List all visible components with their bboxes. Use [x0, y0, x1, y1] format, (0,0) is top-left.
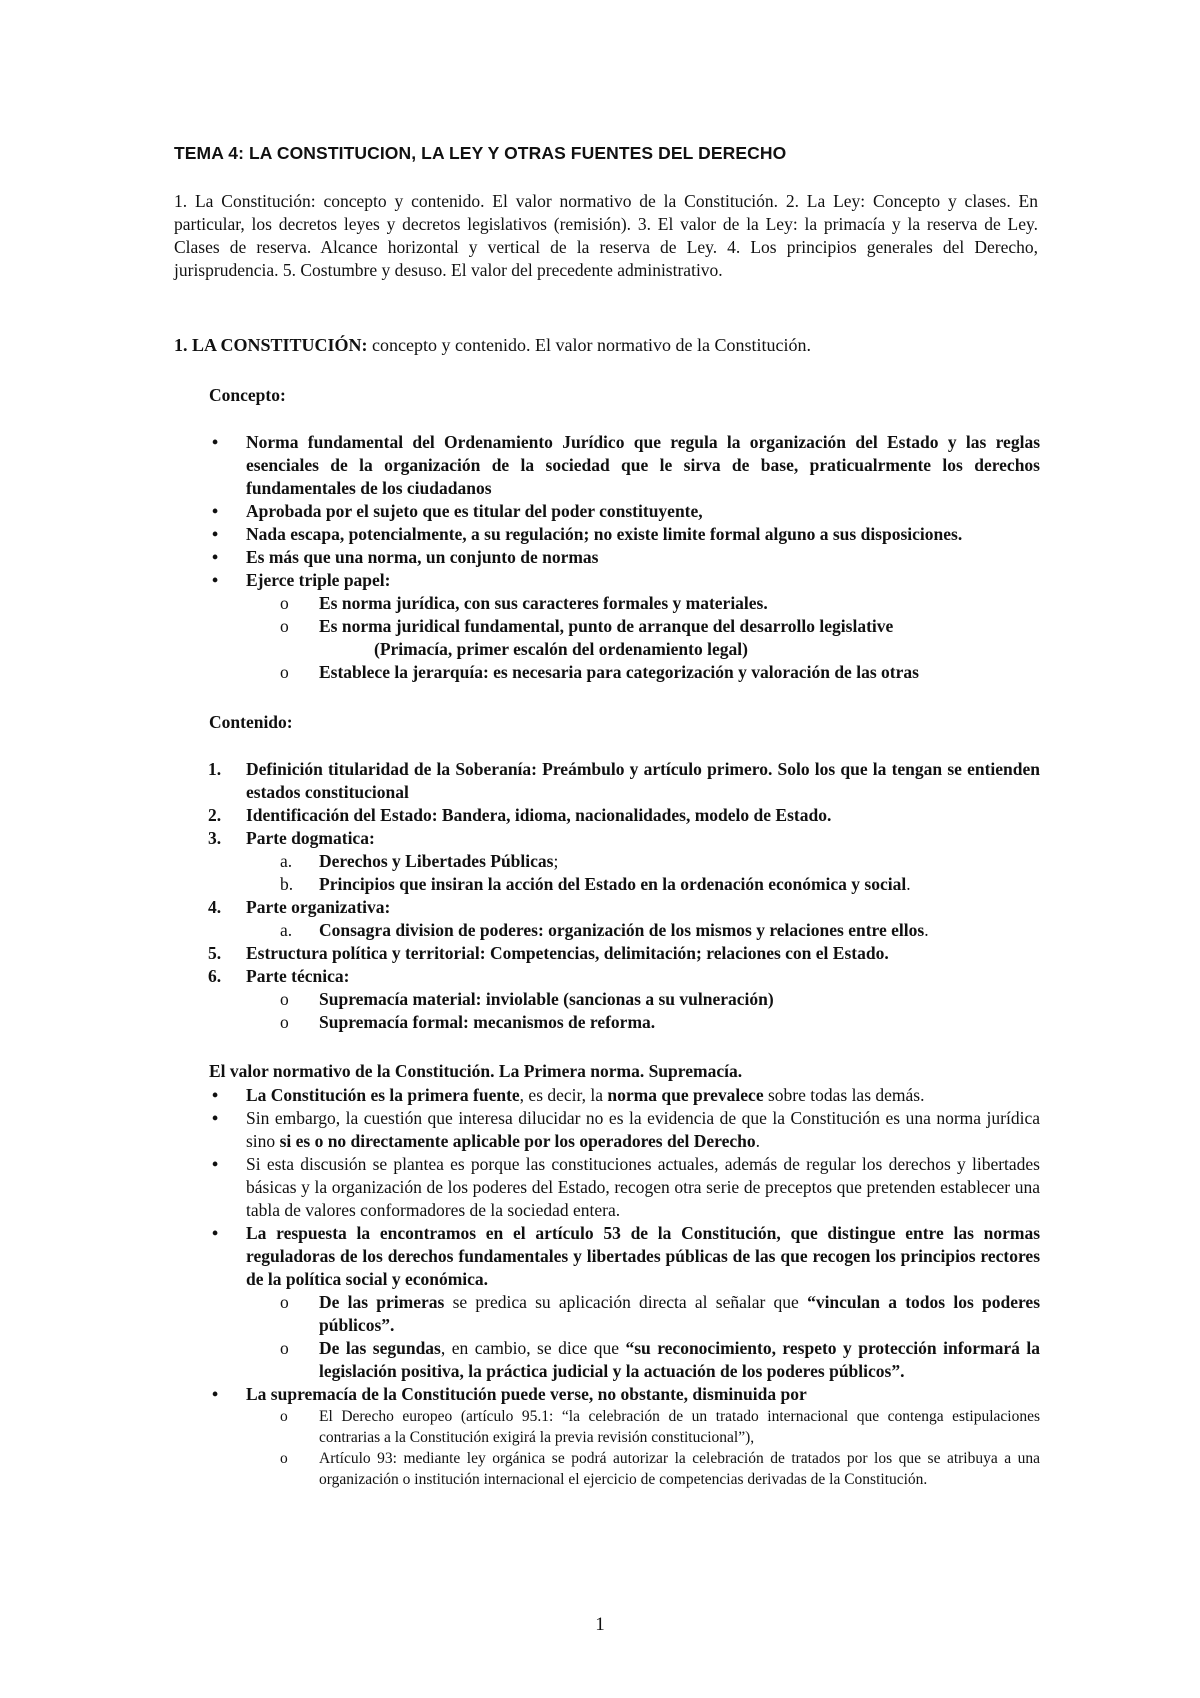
sub-item: o Supremacía material: inviolable (sancionas a su vulneración) — [280, 989, 774, 1009]
sub-item: b. Principios que insiran la acción del Estado en la ordenación económica y social. — [280, 874, 911, 894]
section-heading-bold: 1. LA CONSTITUCIÓN: — [174, 335, 368, 355]
sub-item: o Artículo 93: mediante ley orgánica se podrá autorizar la celebración de tratados por los que se atribuya a una organización o institución internacional el ejercicio de competencias derivadas de la Constitución. — [280, 1450, 1040, 1488]
valor-list — [174, 1084, 1040, 1490]
sub-item: o Es norma jurídica, con sus caracteres formales y materiales. — [280, 593, 768, 613]
list-item: • La Constitución es la primera fuente, es decir, la norma que prevalece sobre todas las demás. — [212, 1085, 925, 1105]
list-item: • Ejerce triple papel: — [212, 570, 391, 590]
list-item: • Nada escapa, potencialmente, a su regulación; no existe limite formal alguno a sus disposiciones. — [212, 524, 963, 544]
contenido-list — [174, 758, 1040, 1034]
sub-item: o Establece la jerarquía: es necesaria para categorización y valoración de las otras — [280, 662, 919, 682]
topic-summary: 1. La Constitución: concepto y contenido. El valor normativo de la Constitución. 2. La Ley: Concepto y clases. En particular, los decretos leyes y decretos legislativos (remisión). 3. El valor de la Ley: la primacía y la reserva de Ley. Clases de reserva. Alcance horizontal y vertical de la reserva de Ley. 4. Los principios generales del Derecho, jurisprudencia. 5. Costumbre y desuso. El valor del precedente administrativo. — [174, 191, 1038, 280]
sub-item: a. Consagra division de poderes: organización de los mismos y relaciones entre ellos. — [280, 920, 929, 940]
contenido-label: Contenido: — [209, 712, 293, 732]
sub-item: a. Derechos y Libertades Públicas; — [280, 851, 559, 871]
section-heading — [174, 334, 1044, 357]
list-item: • La supremacía de la Constitución puede verse, no obstante, disminuida por — [212, 1384, 807, 1404]
list-item: • Sin embargo, la cuestión que interesa dilucidar no es la evidencia de que la Constitución es una norma jurídica sino si es o no directamente aplicable por los operadores del Derecho. — [212, 1108, 1040, 1151]
sub-item: o Es norma juridical fundamental, punto de arranque del desarrollo legislative (Primacía, primer escalón del ordenamiento legal) — [280, 616, 894, 659]
list-item: • Si esta discusión se plantea es porque las constituciones actuales, además de regular los derechos y libertades básicas y la organización de los poderes del Estado, recogen otra serie de preceptos que pretenden establecer una tabla de valores conformadores de la sociedad entera. — [212, 1154, 1040, 1220]
concepto-label: Concepto: — [209, 385, 286, 405]
sub-item: o De las primeras se predica su aplicación directa al señalar que “vinculan a todos los poderes públicos”. — [280, 1292, 1040, 1335]
list-item: • La respuesta la encontramos en el artículo 53 de la Constitución, que distingue entre las normas reguladoras de los derechos fundamentales y libertades públicas de las que recogen los principios rectores de la política social y económica. — [212, 1223, 1040, 1289]
list-item: 2. Identificación del Estado: Bandera, idioma, nacionalidades, modelo de Estado. — [208, 805, 832, 825]
list-item: 3. Parte dogmatica: a. Derechos y Libertades Públicas; b. Principios que insiran la acción del Estado en la ordenación económica y social. — [174, 827, 1040, 896]
sub-item: o Supremacía formal: mecanismos de reforma. — [280, 1012, 656, 1032]
list-item: 5. Estructura política y territorial: Competencias, delimitación; relaciones con el Estado. — [208, 943, 889, 963]
document-title: TEMA 4: LA CONSTITUCION, LA LEY Y OTRAS FUENTES DEL DERECHO — [174, 143, 787, 163]
concepto-list — [174, 431, 1040, 684]
list-item: 4. Parte organizativa: a. Consagra division de poderes: organización de los mismos y relaciones entre ellos. — [174, 896, 1040, 942]
list-item: • Norma fundamental del Ordenamiento Jurídico que regula la organización del Estado y las reglas esenciales de la organización de la sociedad que le sirva de base, praticualrmente los derechos fundamentales de los ciudadanos — [212, 432, 1040, 498]
page-number: 1 — [595, 1614, 605, 1635]
list-item: • Es más que una norma, un conjunto de normas — [212, 547, 599, 567]
valor-heading: El valor normativo de la Constitución. La Primera norma. Supremacía. — [209, 1061, 743, 1081]
list-item: 1. Definición titularidad de la Soberanía: Preámbulo y artículo primero. Solo los que la tengan se entienden estados constitucional — [208, 759, 1040, 802]
list-item: 6. Parte técnica: o Supremacía material: inviolable (sancionas a su vulneración) o Supremacía formal: mecanismos de reforma. — [174, 965, 1040, 1034]
sub-item: o El Derecho europeo (artículo 95.1: “la celebración de un tratado internacional que contenga estipulaciones contrarias a la Constitución exigirá la previa revisión constitucional”), — [280, 1408, 1040, 1446]
sub-item: o De las segundas, en cambio, se dice que “su reconocimiento, respeto y protección informará la legislación positiva, la práctica judicial y la actuación de los poderes públicos”. — [280, 1338, 1040, 1381]
section-heading-rest: concepto y contenido. El valor normativo de la Constitución. — [367, 335, 811, 355]
list-item: • Aprobada por el sujeto que es titular del poder constituyente, — [212, 501, 703, 521]
